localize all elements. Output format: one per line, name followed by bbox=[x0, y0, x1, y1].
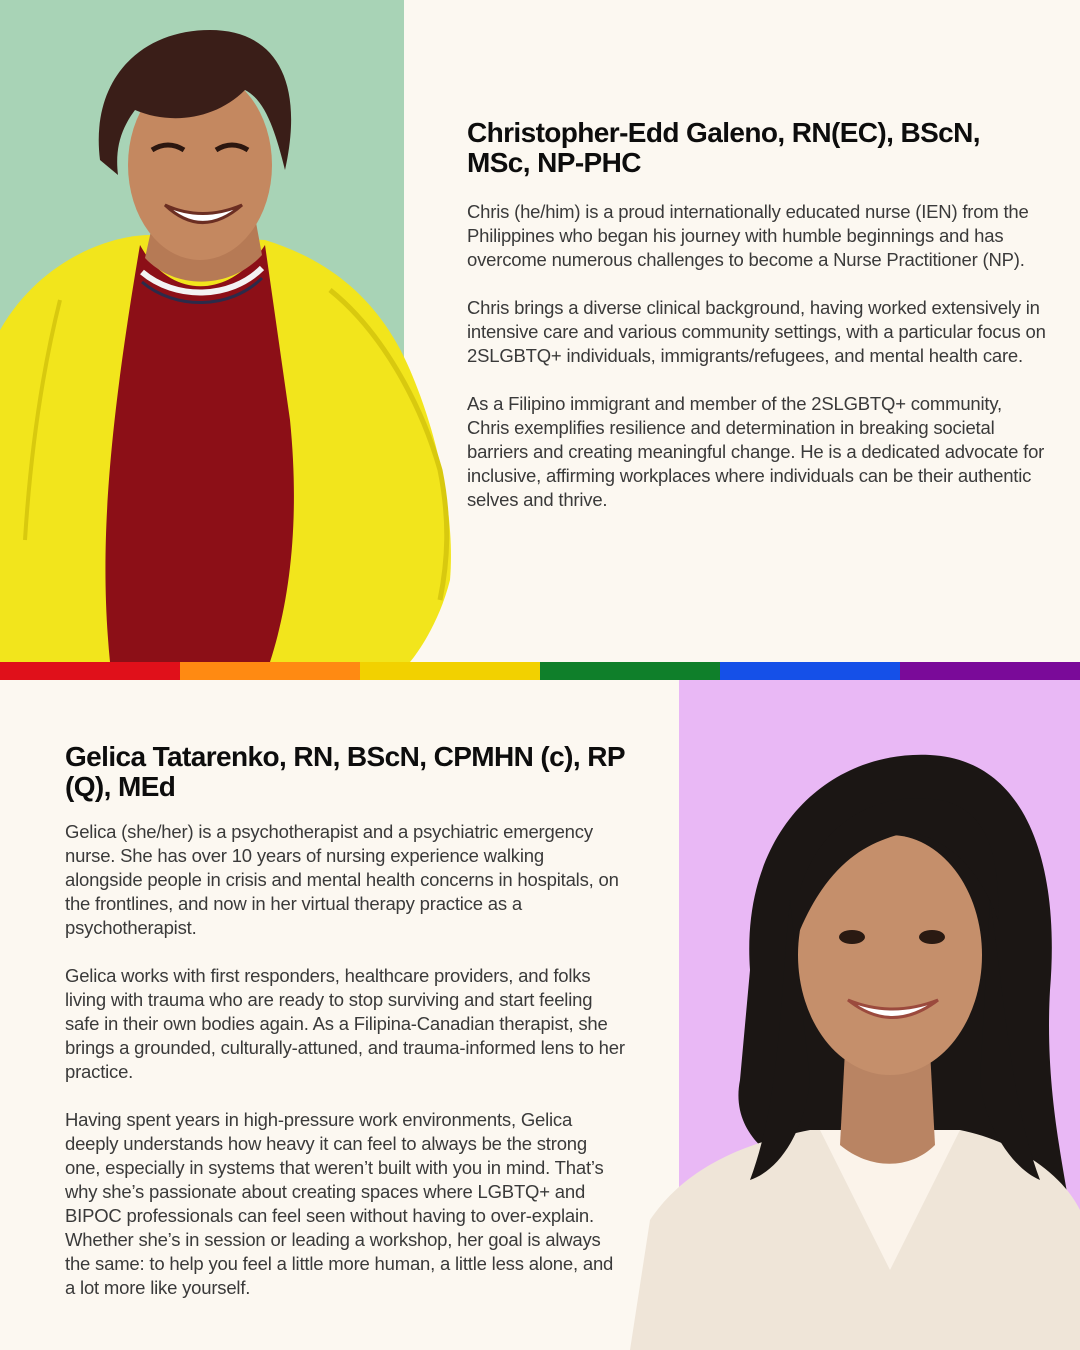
name-heading: Christopher-Edd Galeno, RN(EC), BScN, MSc, NP-PHC bbox=[467, 117, 980, 178]
stripe-orange bbox=[180, 662, 360, 680]
profile-gelica bbox=[0, 680, 1080, 1350]
stripe-purple bbox=[900, 662, 1080, 680]
stripe-red bbox=[0, 662, 180, 680]
bio-paragraph: As a Filipino immigrant and member of the 2SLGBTQ+ community, Chris exemplifies resilience and determination in breaking societal barriers and creating meaningful change. He is a dedicated advocate for inclusive, affirming workplaces where individuals can be their authentic selves and thrive. bbox=[467, 393, 1045, 510]
stripe-yellow bbox=[360, 662, 540, 680]
stripe-blue bbox=[720, 662, 900, 680]
profile-christopher bbox=[0, 0, 1080, 662]
bio-paragraph: Gelica (she/her) is a psychotherapist and a psychiatric emergency nurse. She has over 10 years of nursing experience walking alongside people in crisis and mental health concerns in hospitals, on the frontlines, and now in her virtual therapy practice as a psychotherapist. bbox=[65, 821, 619, 938]
portrait-gelica bbox=[630, 750, 1080, 1350]
bio-christopher bbox=[467, 118, 1047, 536]
bio-paragraph: Having spent years in high-pressure work environments, Gelica deeply understands how heavy it can feel to always be the strong one, especially in systems that weren’t built with you in mind. That’s why she’s passionate about creating spaces where LGBTQ+ and BIPOC professionals can feel seen without having to over-explain. Whether she’s in session or leading a workshop, her goal is always the same: to help you feel a little more human, a little less alone, and a lot more like yourself. bbox=[65, 1109, 614, 1298]
bio-paragraph: Chris (he/him) is a proud internationally educated nurse (IEN) from the Philippines who began his journey with humble beginnings and has overcome numerous challenges to become a Nurse Practitioner (NP). bbox=[467, 201, 1029, 270]
portrait-christopher bbox=[0, 0, 460, 662]
rainbow-divider bbox=[0, 662, 1080, 680]
name-heading: Gelica Tatarenko, RN, BScN, CPMHN (c), RP (Q), MEd bbox=[65, 741, 625, 802]
stripe-green bbox=[540, 662, 720, 680]
bio-paragraph: Gelica works with first responders, healthcare providers, and folks living with trauma who are ready to stop surviving and start feeling safe in their own bodies again. As a Filipina-Canadian therapist, she brings a grounded, culturally-attuned, and trauma-informed lens to her practice. bbox=[65, 965, 625, 1082]
bio-gelica bbox=[65, 742, 625, 1324]
bio-paragraph: Chris brings a diverse clinical background, having worked extensively in intensive care and various community settings, with a particular focus on 2SLGBTQ+ individuals, immigrants/refugees, and mental health care. bbox=[467, 297, 1046, 366]
